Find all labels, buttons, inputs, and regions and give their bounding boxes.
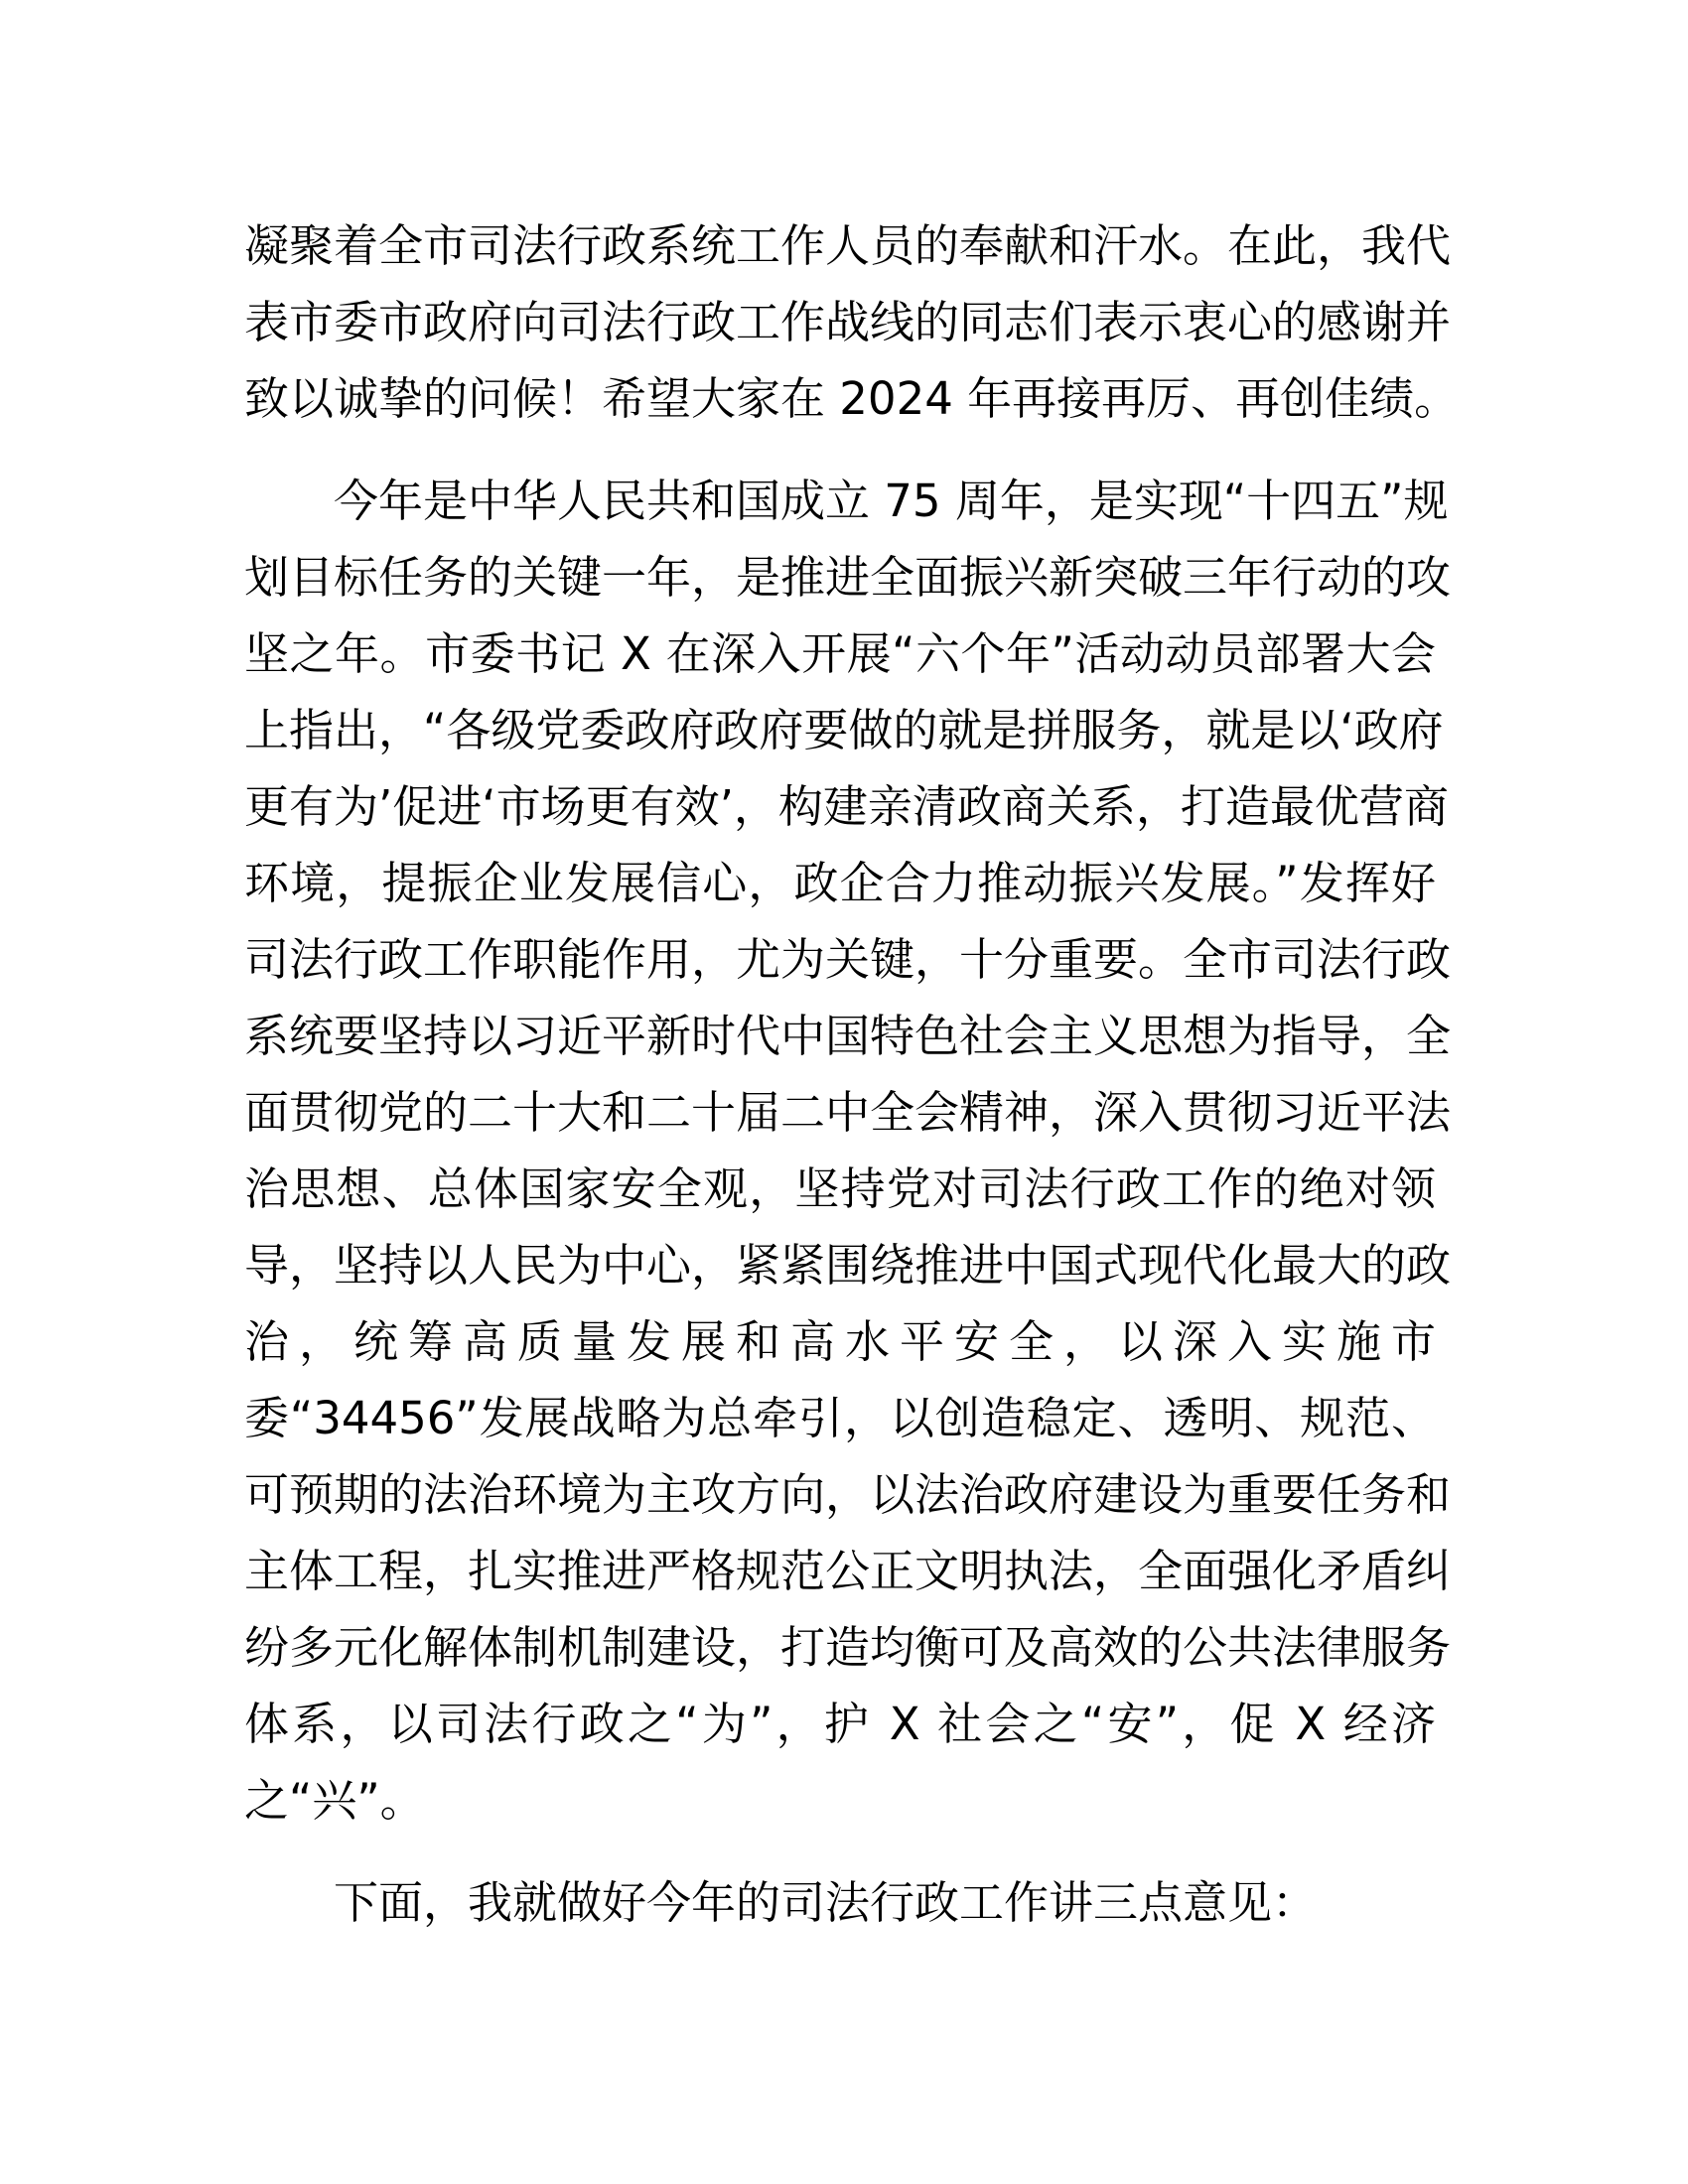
text-line: 凝聚着全市司法行政系统工作人员的奉献和汗水。在此，我代 bbox=[244, 219, 1452, 272]
text-line: 划目标任务的关键一年，是推进全面振兴新突破三年行动的攻 bbox=[244, 551, 1452, 604]
text-line: 导，坚持以人民为中心，紧紧围绕推进中国式现代化最大的政 bbox=[244, 1239, 1452, 1292]
text-line: 治思想、总体国家安全观，坚持党对司法行政工作的绝对领 bbox=[244, 1162, 1436, 1215]
text-line: 环境，提振企业发展信心，政企合力推动振兴发展。”发挥好 bbox=[244, 857, 1436, 909]
text-line: 面贯彻党的二十大和二十届二中全会精神，深入贯彻习近平法 bbox=[244, 1086, 1452, 1139]
text-line: 坚之年。市委书记 X 在深入开展“六个年”活动动员部署大会 bbox=[244, 627, 1436, 680]
text-line: 下面，我就做好今年的司法行政工作讲三点意见： bbox=[334, 1876, 1318, 1929]
text-line: 可预期的法治环境为主攻方向，以法治政府建设为重要任务和 bbox=[244, 1468, 1452, 1521]
text-line: 之“兴”。 bbox=[244, 1774, 425, 1827]
text-line: 表市委市政府向司法行政工作战线的同志们表示衷心的感谢并 bbox=[244, 296, 1452, 348]
text-line: 司法行政工作职能作用，尤为关键，十分重要。全市司法行政 bbox=[244, 933, 1452, 986]
text-line: 委“34456”发展战略为总牵引，以创造稳定、透明、规范、 bbox=[244, 1392, 1436, 1444]
text-line: 主体工程，扎实推进严格规范公正文明执法，全面强化矛盾纠 bbox=[244, 1545, 1452, 1597]
text-line: 体系，以司法行政之“为”，护 X 社会之“安”，促 X 经济 bbox=[244, 1698, 1436, 1750]
text-line: 致以诚挚的问候！希望大家在 2024 年再接再厉、再创佳绩。 bbox=[244, 372, 1460, 425]
text-line: 治，统筹高质量发展和高水平安全，以深入实施市 bbox=[244, 1315, 1436, 1368]
text-line: 更有为’促进‘市场更有效’，构建亲清政商关系，打造最优营商 bbox=[244, 780, 1449, 833]
text-line: 系统要坚持以习近平新时代中国特色社会主义思想为指导，全 bbox=[244, 1010, 1452, 1062]
text-line: 上指出，“各级党委政府政府要做的就是拼服务，就是以‘政府 bbox=[244, 704, 1444, 756]
text-line: 今年是中华人民共和国成立 75 周年，是实现“十四五”规 bbox=[334, 475, 1449, 527]
text-line: 纷多元化解体制机制建设，打造均衡可及高效的公共法律服务 bbox=[244, 1621, 1452, 1674]
